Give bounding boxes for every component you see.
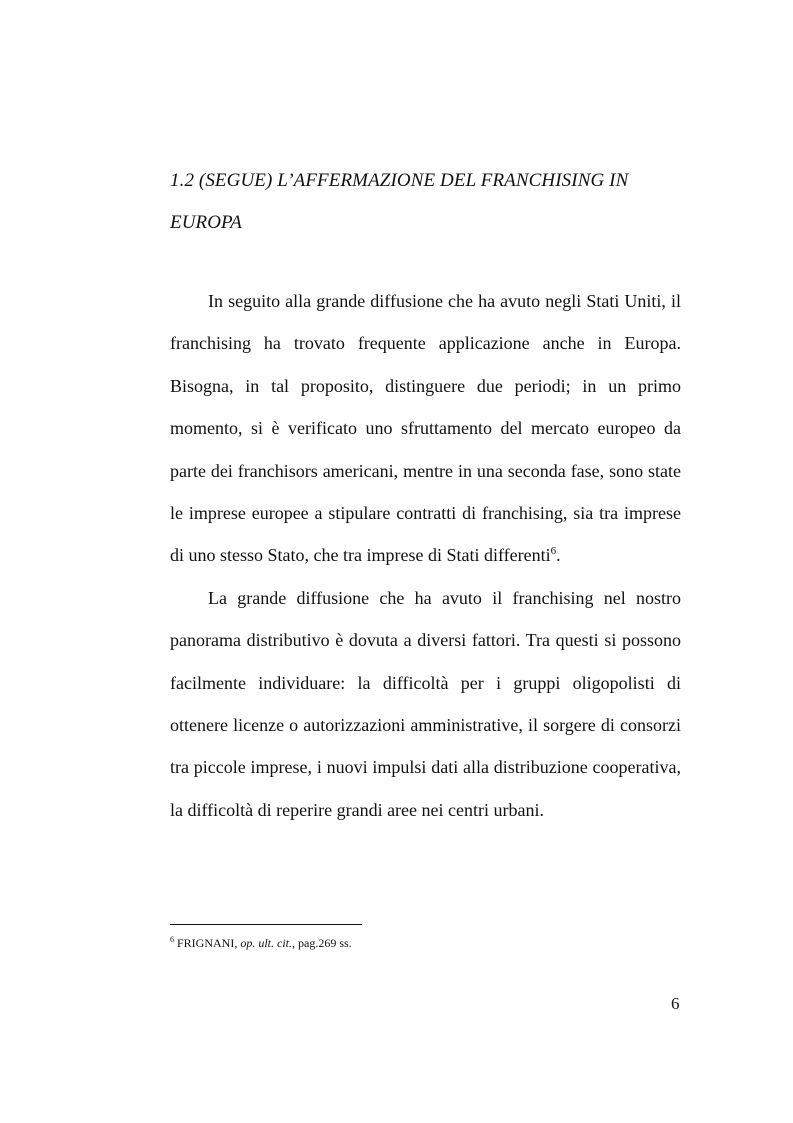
paragraph-2-text: La grande diffusione che ha avuto il franchising nel nostro panorama distributivo è dovuta a diversi fattori. Tra questi si possono facilmente individuare: la difficoltà per i gruppi oligopolisti di ottenere licenze o autorizzazioni amministrative, il sorgere di consorzi tra piccole imprese, i nuovi impulsi dati alla distribuzione cooperativa, la difficoltà di reperire grandi aree nei centri urbani. (170, 587, 681, 820)
section-heading-line-1: 1.2 (SEGUE) L’AFFERMAZIONE DEL FRANCHISING IN (170, 170, 629, 191)
body-text (170, 280, 681, 831)
footnote-citation: op. ult. cit. (240, 936, 293, 950)
paragraph-1-text: In seguito alla grande diffusione che ha avuto negli Stati Uniti, il franchising ha trovato frequente applicazione anche in Europa. Bisogna, in tal proposito, distinguere due periodi; in un primo momento, si è verificato uno sfruttamento del mercato europeo da parte dei franchisors americani, mentre in una seconda fase, sono state le imprese europee a stipulare contratti di franchising, sia tra imprese di uno stesso Stato, che tra imprese di Stati differenti (170, 291, 681, 566)
footnote (170, 936, 352, 951)
paragraph-2 (170, 577, 681, 831)
page-number: 6 (671, 994, 680, 1013)
footnote-reference: 6 (550, 545, 557, 558)
footnote-pages: , pag.269 ss. (292, 936, 352, 950)
paragraph-1 (170, 280, 681, 577)
footnote-separator (170, 924, 362, 925)
footnote-number: 6 (170, 935, 174, 944)
section-heading-line-2: EUROPA (170, 212, 243, 233)
paragraph-1-end: . (556, 545, 561, 566)
footnote-author: FRIGNANI, (177, 936, 238, 950)
